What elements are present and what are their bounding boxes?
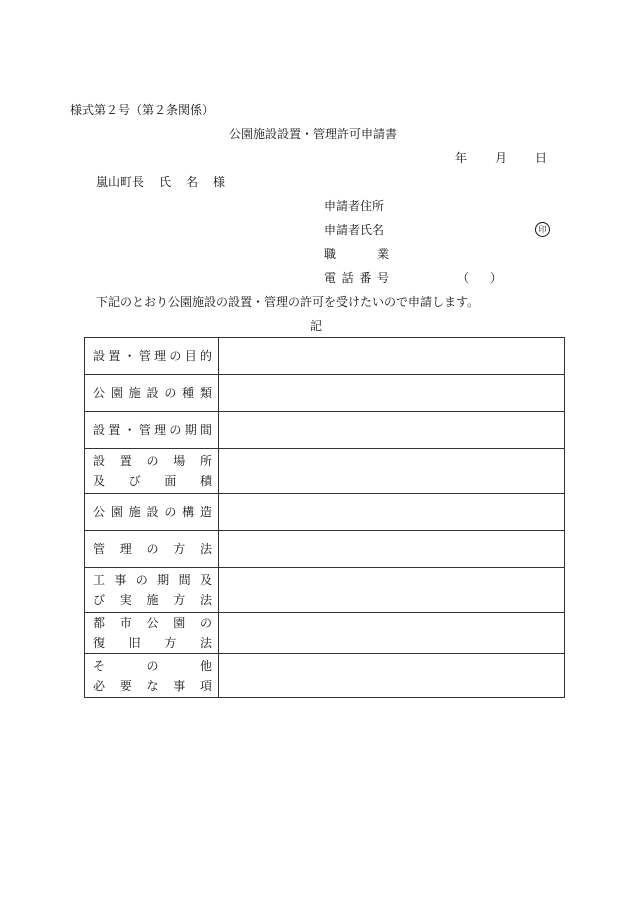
row-label-line: [93, 383, 212, 403]
label-char: 管: [93, 542, 106, 556]
label-char: 園: [110, 386, 123, 400]
label-char: 理: [154, 423, 167, 437]
row-label-line: [93, 656, 212, 676]
occupation-char: 業: [376, 247, 389, 261]
label-char: 設: [146, 505, 159, 519]
label-char: 目: [184, 349, 197, 363]
label-char: の: [146, 542, 159, 556]
row-value-field[interactable]: [219, 654, 565, 698]
row-label-line: [93, 590, 212, 610]
label-char: 及: [93, 474, 106, 488]
label-char: 都: [93, 616, 106, 630]
row-label: [85, 375, 219, 412]
table-row: [85, 494, 565, 531]
addressee-shi: 氏: [159, 175, 172, 189]
label-char: の: [164, 505, 177, 519]
phone-char: 号: [376, 271, 389, 285]
row-label-line: [93, 346, 212, 366]
label-char: 施: [146, 593, 159, 607]
row-value-field[interactable]: [219, 412, 565, 449]
applicant-address-label: 申請者住所: [324, 199, 385, 213]
label-char: ・: [123, 423, 136, 437]
row-label: [85, 338, 219, 375]
row-label: [85, 654, 219, 698]
applicant-occupation-label: [324, 248, 389, 260]
label-char: 期: [184, 423, 197, 437]
form-title: 公園施設設置・管理許可申請書: [229, 127, 398, 141]
row-label-line: [93, 420, 212, 440]
row-value-field[interactable]: [219, 449, 565, 494]
table-row: [85, 531, 565, 568]
date-year-label: 年: [455, 151, 468, 165]
row-label-line: [93, 451, 212, 471]
seal-mark: 印: [535, 222, 550, 237]
row-value-field[interactable]: [219, 375, 565, 412]
label-char: 類: [199, 386, 212, 400]
label-char: 要: [119, 678, 132, 693]
label-char: 事: [173, 678, 186, 693]
label-char: 設: [93, 423, 106, 437]
label-char: 方: [173, 542, 186, 556]
table-row: [85, 568, 565, 613]
label-char: 施: [128, 386, 141, 400]
occupation-char: 職: [324, 247, 337, 261]
phone-char: 電: [324, 271, 337, 285]
form-number: 様式第２号（第２条関係）: [70, 103, 215, 117]
label-char: び: [93, 593, 106, 607]
label-char: 復: [93, 636, 106, 650]
row-label: [85, 568, 219, 613]
label-char: 種: [182, 386, 195, 400]
row-label: [85, 613, 219, 654]
label-char: ・: [123, 349, 136, 363]
row-label-line: [93, 502, 212, 522]
label-char: 面: [164, 474, 177, 488]
row-value-field[interactable]: [219, 613, 565, 654]
label-char: 所: [199, 454, 212, 468]
label-char: 法: [199, 636, 212, 650]
row-label-line: [93, 633, 212, 653]
application-statement: 下記のとおり公園施設の設置・管理の許可を受けたいので申請します。: [96, 295, 480, 309]
label-char: 項: [199, 678, 212, 693]
label-char: の: [146, 658, 159, 673]
label-char: 設: [93, 454, 106, 468]
label-char: 置: [108, 349, 121, 363]
phone-paren-close: ）: [490, 271, 503, 285]
addressee-honorific: 様: [213, 175, 226, 189]
label-char: 法: [199, 542, 212, 556]
label-char: の: [169, 349, 182, 363]
row-label-line: [93, 539, 212, 559]
label-char: な: [146, 678, 159, 693]
label-char: 市: [119, 616, 132, 630]
label-char: の: [169, 423, 182, 437]
applicant-name-label: 申請者氏名: [324, 223, 385, 237]
label-char: 造: [199, 505, 212, 519]
label-char: 設: [93, 349, 106, 363]
label-char: 期: [157, 573, 170, 587]
label-char: 法: [199, 593, 212, 607]
label-char: 構: [182, 505, 195, 519]
label-char: 旧: [128, 636, 141, 650]
date-fields: [455, 152, 547, 164]
row-label-line: [93, 676, 212, 696]
label-char: 場: [173, 454, 186, 468]
label-char: 必: [93, 678, 106, 693]
row-value-field[interactable]: [219, 494, 565, 531]
label-char: の: [199, 616, 212, 630]
label-char: 管: [138, 349, 151, 363]
row-value-field[interactable]: [219, 338, 565, 375]
row-value-field[interactable]: [219, 568, 565, 613]
label-char: の: [135, 573, 148, 587]
label-char: 方: [173, 593, 186, 607]
label-char: 施: [128, 505, 141, 519]
phone-char: 番: [359, 271, 372, 285]
label-char: び: [128, 474, 141, 488]
label-char: 工: [93, 573, 106, 587]
label-char: 実: [119, 593, 132, 607]
label-char: 設: [146, 386, 159, 400]
label-char: 園: [110, 505, 123, 519]
label-char: 公: [93, 386, 106, 400]
label-char: 置: [108, 423, 121, 437]
date-day-label: 日: [534, 151, 547, 165]
row-label: [85, 531, 219, 568]
label-char: の: [164, 386, 177, 400]
addressee: [96, 176, 230, 188]
label-char: 置: [119, 454, 132, 468]
applicant-phone-label: [324, 272, 389, 284]
addressee-title: 嵐山町長: [96, 175, 145, 189]
label-char: 公: [93, 505, 106, 519]
label-char: 間: [178, 573, 191, 587]
row-label: [85, 449, 219, 494]
label-char: 理: [119, 542, 132, 556]
label-char: 園: [173, 616, 186, 630]
row-label-line: [93, 570, 212, 590]
table-row: [85, 375, 565, 412]
label-char: 間: [199, 423, 212, 437]
row-label: [85, 494, 219, 531]
table-row: [85, 654, 565, 698]
table-row: [85, 449, 565, 494]
application-table: [84, 337, 565, 698]
label-char: 方: [164, 636, 177, 650]
label-char: 他: [199, 658, 212, 673]
phone-paren-open: （: [457, 271, 470, 285]
ki-heading: 記: [310, 319, 323, 333]
label-char: 事: [114, 573, 127, 587]
label-char: 管: [138, 423, 151, 437]
label-char: 理: [154, 349, 167, 363]
row-value-field[interactable]: [219, 531, 565, 568]
date-month-label: 月: [494, 151, 507, 165]
label-char: 公: [146, 616, 159, 630]
label-char: の: [146, 454, 159, 468]
label-char: 及: [199, 573, 212, 587]
row-label-line: [93, 613, 212, 633]
addressee-mei: 名: [186, 175, 199, 189]
table-row: [85, 338, 565, 375]
label-char: 的: [199, 349, 212, 363]
table-row: [85, 412, 565, 449]
table-row: [85, 613, 565, 654]
label-char: そ: [93, 658, 106, 673]
label-char: 積: [199, 474, 212, 488]
phone-char: 話: [341, 271, 354, 285]
row-label-line: [93, 471, 212, 491]
row-label: [85, 412, 219, 449]
